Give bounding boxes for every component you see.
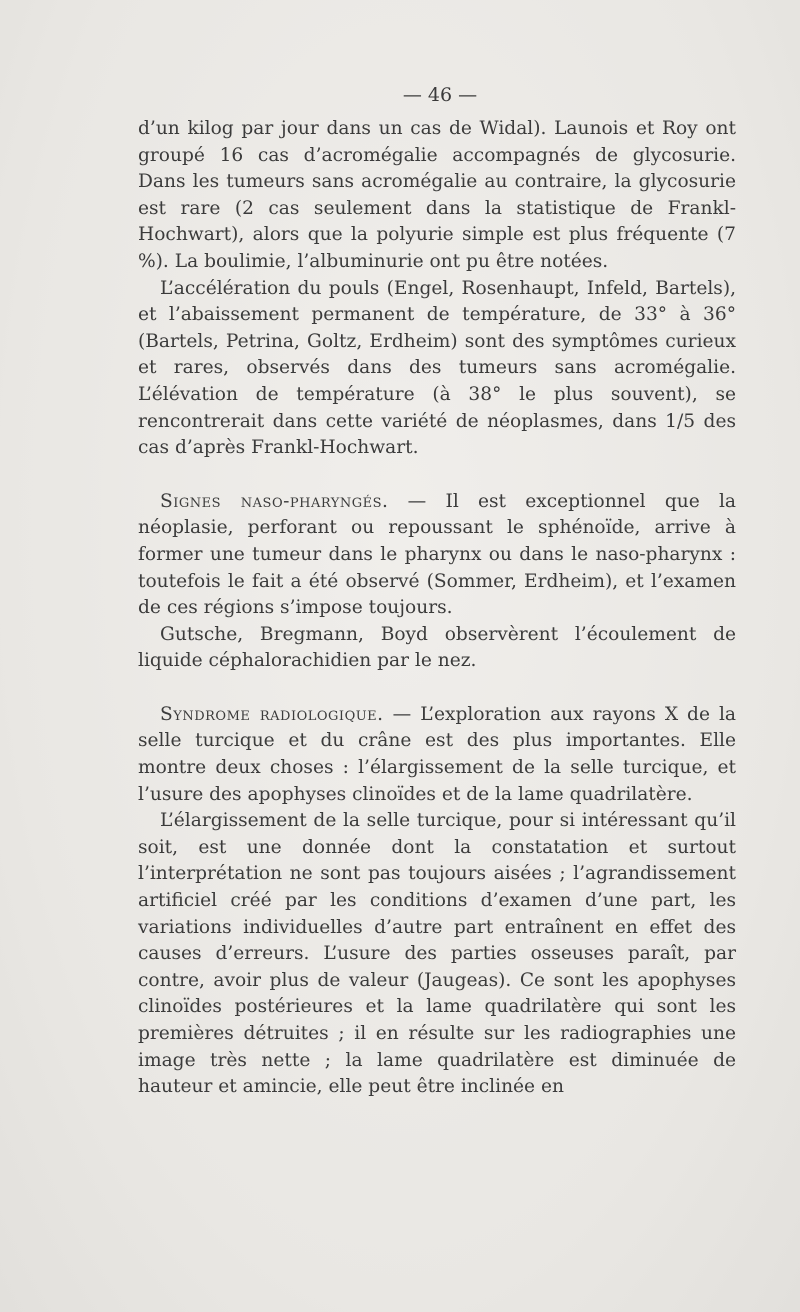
section-text-naso-pharyngeal: — Il est exceptionnel que la néoplasie, perforant ou repoussant le sphénoïde, arrive à former une tumeur dans le pharynx ou dans le naso-pharynx : toutefois le fait a été observé (Sommer, Erdheim), et l’examen de ces régions s’impose toujours. <box>138 490 736 619</box>
page-number: — 46 — <box>402 84 478 106</box>
paragraph-pulse-temperature: L’accélération du pouls (Engel, Rosenhaupt, Infeld, Bartels), et l’abaissement permanent de température, de 33° à 36° (Bartels, Petrina, Goltz, Erdheim) sont des symptômes curieux et rares, observés dans des tumeurs sans acromégalie. L’élévation de température (à 38° le plus souvent), se rencontrerait dans cette variété de néoplasmes, dans 1/5 des cas d’après Frankl-Hochwart. <box>138 277 736 459</box>
section-heading-radiological: Syndrome radiologique. <box>160 703 384 725</box>
section-radiological <box>138 702 736 808</box>
paragraph-sella-enlargement: L’élargissement de la selle turcique, pour si intéressant qu’il soit, est une donnée dont la constatation et surtout l’interprétation ne sont pas toujours aisées ; l’agrandissement artificiel créé par les conditions d’examen d’une part, les variations individuelles d’autre part entraînent en effet des causes d’erreurs. L’usure des parties osseuses paraît, par contre, avoir plus de valeur (Jaugeas). Ce sont les apophyses clinoïdes postérieures et la lame quadrilatère qui sont les premières détruites ; il en résulte sur les radiographies une image très nette ; la lame quadrilatère est diminuée de hauteur et amincie, elle peut être inclinée en <box>138 810 736 1098</box>
section-heading-naso-pharyngeal: Signes naso-pharyngés. <box>160 490 389 512</box>
section-naso-pharyngeal <box>138 489 736 622</box>
section-text-radiological: — L’exploration aux rayons X de la selle turcique et du crâne est des plus importantes. Elle montre deux choses : l’élargissement de la selle turcique, et l’usure des apophyses clinoïdes et de la lame quadrilatère. <box>138 703 736 805</box>
paragraph-csf-leak: Gutsche, Bregmann, Boyd observèrent l’écoulement de liquide céphalorachidien par le nez. <box>138 623 736 672</box>
paragraph-glycosuria: d’un kilog par jour dans un cas de Widal). Launois et Roy ont groupé 16 cas d’acromégalie accompagnés de glycosurie. Dans les tumeurs sans acromégalie au contraire, la glycosurie est rare (2 cas seulement dans la statistique de Frankl-Hochwart), alors que la polyurie simple est plus fréquente (7 %). La boulimie, l’albuminurie ont pu être notées. <box>138 118 736 272</box>
body-text <box>138 116 736 1101</box>
